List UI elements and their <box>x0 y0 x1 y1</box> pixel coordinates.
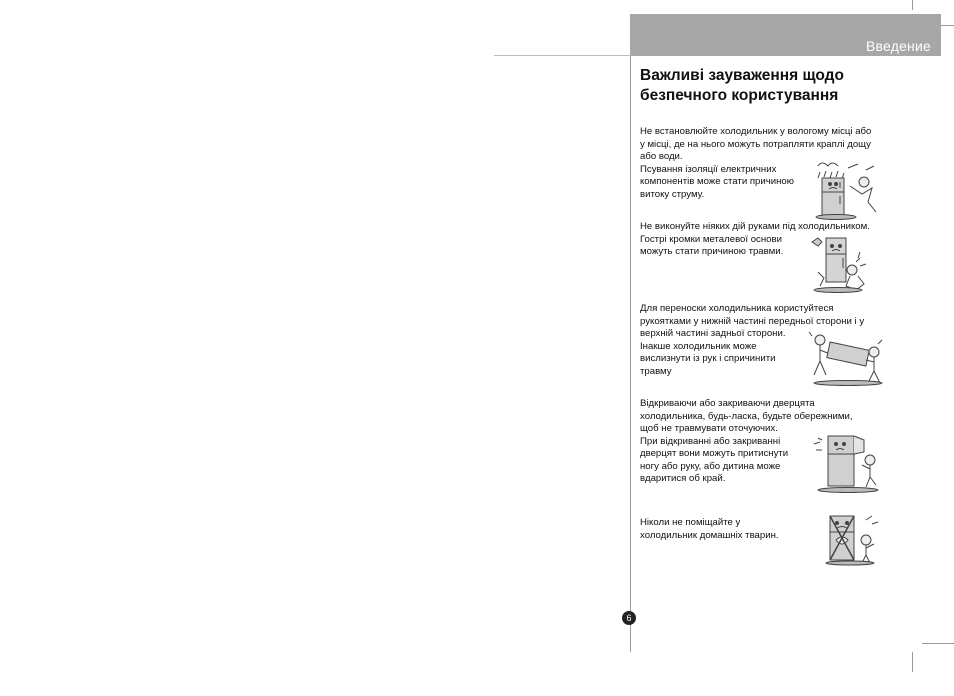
fridge-rain-icon <box>812 158 884 220</box>
warning-text: вдаритися об край. <box>640 473 726 484</box>
fridge-hand-injury-icon <box>810 232 868 294</box>
section-title: Введение <box>866 38 931 54</box>
page-number: 6 <box>622 611 636 625</box>
page-divider <box>630 55 631 652</box>
warning-text: Інакше холодильник може <box>640 340 757 352</box>
section-header <box>630 14 941 56</box>
page-title <box>640 66 920 106</box>
warning-text: Гострі кромки металевої основи <box>640 233 782 245</box>
fridge-door-child-icon <box>810 430 884 494</box>
warning-text: або води. <box>640 151 683 162</box>
warning-text: у місці, де на нього можуть потрапляти краплі дощу <box>640 138 871 150</box>
title-line: безпечного користування <box>640 87 839 104</box>
crop-mark <box>922 643 954 644</box>
warning-text: компонентів може стати причиною <box>640 176 794 187</box>
warning-text: рукоятками у нижній частині передньої сторони і у <box>640 315 865 327</box>
top-rule-left <box>494 55 630 56</box>
warning-item <box>640 517 779 542</box>
warning-text: витоку струму. <box>640 188 705 200</box>
fridge-no-pets-icon <box>822 510 882 566</box>
warning-text: травму <box>640 365 672 377</box>
warning-text: Для переноски холодильника користуйтеся <box>640 303 834 314</box>
warning-text: Відкриваючи або закриваючи дверцята <box>640 398 815 409</box>
warning-text: холодильника, будь-ласка, будьте обережними, <box>640 410 853 422</box>
warning-text: Псування ізоляції електричних <box>640 163 777 175</box>
crop-mark <box>912 0 913 10</box>
warning-text: щоб не травмувати оточуючих. <box>640 423 778 434</box>
warning-text: можуть стати причиною травми. <box>640 246 784 257</box>
warning-text: ногу або руку, або дитина може <box>640 460 781 472</box>
warning-text: верхній частині задньої сторони. <box>640 328 786 339</box>
warning-text: дверцят вони можуть притиснути <box>640 448 789 459</box>
two-people-carrying-fridge-icon <box>808 330 886 386</box>
warning-text: вислизнути із рук і спричинити <box>640 353 776 364</box>
warning-text: Не виконуйте ніяких дій руками під холодильником. <box>640 221 870 232</box>
warning-text: Ніколи не поміщайте у <box>640 517 741 528</box>
warning-text: При відкриванні або закриванні <box>640 435 781 447</box>
warning-text: холодильник домашніх тварин. <box>640 529 779 541</box>
crop-mark <box>912 652 913 672</box>
warning-text: Не встановлюйте холодильник у вологому місці або <box>640 126 872 137</box>
title-line: Важливі зауваження щодо <box>640 67 844 84</box>
